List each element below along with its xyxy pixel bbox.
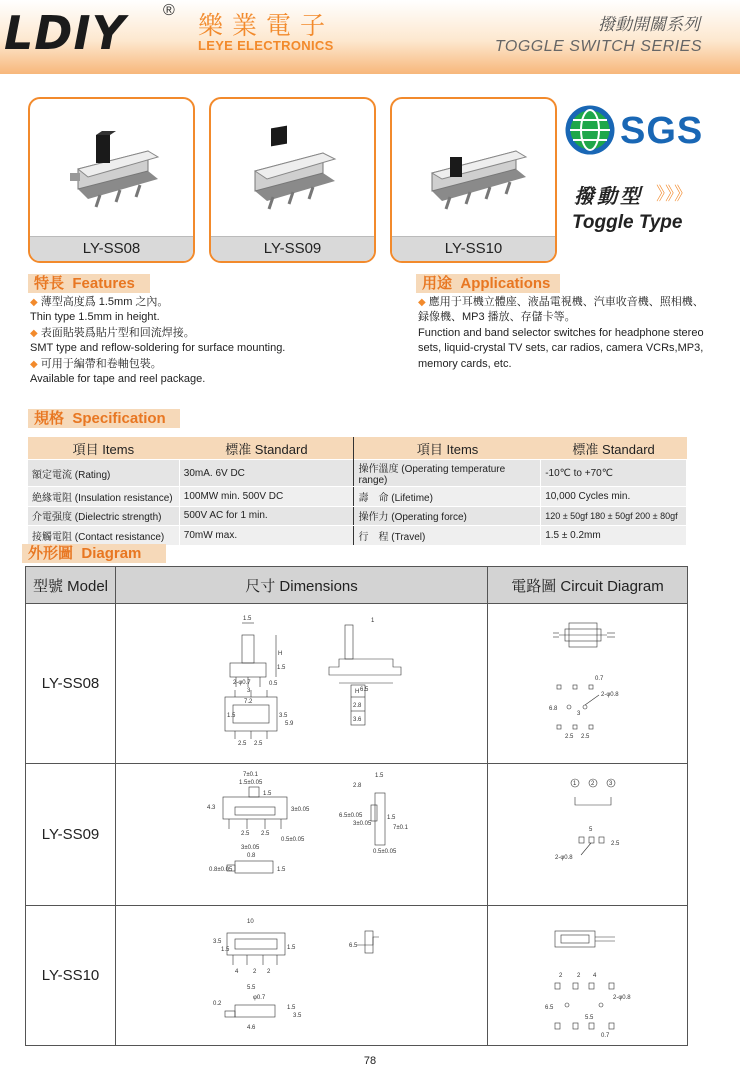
spec-cell: 1.5 ± 0.2mm: [541, 526, 687, 546]
spec-cell: 絶緣電阻 (Insulation resistance): [28, 487, 180, 507]
applications-cn-line: 應用于耳機立體座、液晶電視機、汽車收音機、照相機、: [428, 296, 704, 308]
company-logo: LDIY: [4, 6, 126, 60]
dim-label: φ0.7: [253, 995, 266, 1001]
dim-label: 1.5±0.05: [239, 780, 263, 786]
dim-label: 5.9: [285, 721, 294, 727]
dim-label: 1.5: [277, 867, 286, 873]
dim-label: 3±0.05: [241, 845, 260, 851]
applications-title-en: Applications: [460, 275, 551, 292]
circuit-label: 2.5: [581, 734, 590, 740]
dim-label: 6.5: [360, 687, 369, 693]
spec-cell: 70mW max.: [179, 526, 354, 546]
diamond-bullet-icon: ◆: [418, 297, 426, 308]
diagram-table: [25, 566, 688, 1046]
feature-item-en: Thin type 1.5mm in height.: [30, 311, 160, 324]
series-title-cn: 撥動開關系列: [598, 15, 700, 34]
diagram-row: [26, 764, 688, 906]
dim-label: 3: [247, 688, 251, 694]
diamond-bullet-icon: ◆: [30, 358, 38, 370]
dim-label: 3±0.05: [353, 821, 372, 827]
applications-title-cn: 用途: [422, 275, 453, 292]
dim-label: 7±0.1: [393, 825, 408, 831]
dim-label: 3±0.05: [291, 807, 310, 813]
specification-title-cn: 規格: [34, 410, 65, 427]
dim-label: 2.8: [353, 783, 362, 789]
circuit-label: 2: [591, 781, 595, 787]
spec-cell: 500V AC for 1 min.: [179, 506, 354, 526]
feature-item: ◆ 薄型高度爲 1.5mm 之內。: [30, 296, 169, 308]
applications-heading: [416, 274, 560, 293]
dimension-drawing-ss10: [117, 907, 486, 1039]
dim-label: 2: [267, 969, 271, 975]
diagram-header: 型號 Model: [26, 567, 116, 604]
circuit-label: 4: [593, 973, 597, 979]
specification-title-en: Specification: [72, 410, 166, 427]
spec-row: [28, 460, 687, 487]
circuit-label: 3: [577, 711, 581, 717]
dim-label: 0.5: [269, 681, 278, 687]
dim-label: 0.5±0.05: [373, 849, 397, 855]
circuit-diagram-ss10: [489, 907, 686, 1039]
dimension-drawing-cell: [116, 906, 488, 1046]
features-title-cn: 特長: [34, 275, 65, 292]
circuit-label: 1: [573, 781, 577, 787]
spec-header: 標准 Standard: [179, 437, 354, 460]
dim-label: 3.5: [279, 713, 288, 719]
dim-label: 1.5: [227, 713, 236, 719]
spec-cell: 行 程 (Travel): [354, 526, 541, 546]
circuit-diagram-cell: [488, 906, 688, 1046]
spec-row: [28, 506, 687, 526]
product-card-ss09: [209, 97, 376, 263]
dimension-drawing-ss08: [117, 605, 486, 757]
spec-cell: 10,000 Cycles min.: [541, 487, 687, 507]
circuit-diagram-ss08: [489, 605, 686, 757]
dim-label: 2.8: [353, 703, 362, 709]
circuit-label: 0.7: [595, 676, 604, 682]
circuit-label: 2: [577, 973, 581, 979]
spec-cell: 30mA. 6V DC: [179, 460, 354, 487]
circuit-diagram-ss09: [489, 765, 686, 899]
circuit-label: 2-φ0.8: [555, 855, 573, 861]
spec-cell: 操作溫度 (Operating temperature range): [354, 460, 541, 487]
diagram-heading: [22, 544, 166, 563]
spec-cell: -10℃ to +70℃: [541, 460, 687, 487]
dim-label: 1.5: [221, 947, 230, 953]
dimension-drawing-ss09: [117, 765, 486, 899]
features-heading: [28, 274, 150, 293]
applications-cn-line: 録像機、MP3 播放、存儲卡等。: [418, 311, 576, 324]
toggle-type-en: Toggle Type: [572, 212, 683, 233]
product-card-ss10: [390, 97, 557, 263]
dim-label: 4.3: [207, 805, 216, 811]
brand-name-en: LEYE ELECTRONICS: [198, 38, 334, 53]
diagram-header: 尺寸 Dimensions: [116, 567, 488, 604]
specification-table: [27, 437, 687, 546]
diagram-title-en: Diagram: [81, 545, 142, 562]
circuit-label: 5: [589, 827, 593, 833]
dim-label: 1.5: [263, 791, 272, 797]
brand-name-cn: 樂業電子: [198, 11, 335, 40]
circuit-label: 2: [559, 973, 563, 979]
spec-row: [28, 487, 687, 507]
diagram-model: LY-SS10: [26, 906, 116, 1046]
dim-label: 7.2: [244, 699, 253, 705]
dim-label: H: [355, 689, 360, 695]
spec-cell: 120 ± 50gf 180 ± 50gf 200 ± 80gf: [541, 506, 687, 526]
dim-label: 5.5: [247, 985, 256, 991]
dim-label: 2.5: [261, 831, 270, 837]
dim-label: 0.2: [213, 1001, 222, 1007]
circuit-label: 2-φ0.8: [613, 995, 631, 1001]
product-photo-ss10: [392, 99, 555, 237]
product-label: LY-SS09: [211, 236, 374, 261]
spec-cell: 接觸電阻 (Contact resistance): [28, 526, 180, 546]
dim-label: 4: [235, 969, 239, 975]
diagram-row: [26, 604, 688, 764]
dimension-drawing-cell: [116, 604, 488, 764]
dim-label: 0.8±0.05: [209, 867, 233, 873]
dim-label: 1.5: [287, 1005, 296, 1011]
dim-label: 3.6: [353, 717, 362, 723]
circuit-label: 2-φ0.8: [601, 692, 619, 698]
circuit-label: 5.5: [585, 1015, 594, 1021]
dim-label: 7±0.1: [243, 772, 258, 778]
dimension-drawing-cell: [116, 764, 488, 906]
circuit-label: 2.5: [565, 734, 574, 740]
circuit-label: 6.5: [545, 1005, 554, 1011]
dim-label: 1.5: [375, 773, 384, 779]
feature-item: ◆ 表面貼裝爲貼片型和回流焊接。: [30, 326, 195, 339]
spec-header: 項目 Items: [28, 437, 180, 460]
dim-label: 2.5: [238, 741, 247, 747]
circuit-label: 6.8: [549, 706, 558, 712]
sgs-logo-text: SGS: [620, 110, 704, 152]
sgs-globe-icon: [564, 104, 616, 156]
dim-label: 1.5: [277, 665, 286, 671]
dim-label: 0.5±0.05: [281, 837, 305, 843]
product-label: LY-SS08: [30, 236, 193, 261]
dim-label: H: [278, 651, 283, 657]
applications-en-line: Function and band selector switches for headphone stereo: [418, 326, 704, 339]
features-title-en: Features: [72, 275, 135, 292]
diamond-bullet-icon: ◆: [30, 297, 38, 308]
diagram-model: LY-SS08: [26, 604, 116, 764]
applications-en-line: memory cards, etc.: [418, 357, 512, 370]
feature-item: ◆ 可用于編帶和卷軸包裝。: [30, 357, 162, 370]
specification-heading: [28, 409, 180, 428]
dim-label: 3.5: [213, 939, 222, 945]
circuit-diagram-cell: [488, 604, 688, 764]
diagram-row: [26, 906, 688, 1046]
spec-cell: 操作力 (Operating force): [354, 506, 541, 526]
spec-cell: 100MW min. 500V DC: [179, 487, 354, 507]
dim-label: 6.5±0.05: [339, 813, 363, 819]
diagram-model: LY-SS09: [26, 764, 116, 906]
spec-header-row: [28, 437, 687, 460]
product-card-ss08: [28, 97, 195, 263]
spec-cell: 壽 命 (Lifetime): [354, 487, 541, 507]
dim-label: 2.5: [254, 741, 263, 747]
applications-en-line: sets, liquid-crystal TV sets, car radios, camera VCRs,MP3,: [418, 342, 704, 355]
spec-cell: 介電强度 (Dielectric strength): [28, 506, 180, 526]
applications-text: [418, 295, 704, 372]
dim-label: 6.5: [349, 943, 358, 949]
circuit-diagram-cell: [488, 764, 688, 906]
diagram-header: 電路圖 Circuit Diagram: [488, 567, 688, 604]
spec-row: [28, 526, 687, 546]
product-photo-ss08: [30, 99, 193, 237]
product-label: LY-SS10: [392, 236, 555, 261]
dim-label: 3.5: [293, 1013, 302, 1019]
diamond-bullet-icon: ◆: [30, 327, 38, 339]
dim-label: 1.5: [387, 815, 396, 821]
series-title-en: TOGGLE SWITCH SERIES: [494, 38, 702, 55]
circuit-label: 3: [609, 781, 613, 787]
page-number: 78: [363, 1055, 377, 1067]
toggle-type-cn: 撥動型: [574, 186, 643, 208]
dim-label: 10: [247, 919, 254, 925]
feature-item-en: Available for tape and reel package.: [30, 373, 206, 386]
spec-cell: 額定電流 (Rating): [28, 460, 180, 487]
circuit-label: 0.7: [601, 1033, 610, 1039]
diagram-title-cn: 外形圖: [28, 545, 74, 562]
dim-label: 1.5: [243, 616, 252, 622]
dim-label: 4.6: [247, 1025, 256, 1031]
chevrons-icon: 》》》: [656, 184, 692, 204]
dim-label: 1.5: [287, 945, 296, 951]
dim-label: 0.8: [247, 853, 256, 859]
dim-label: 2-φ0.7: [233, 680, 251, 686]
diagram-header-row: [26, 567, 688, 604]
spec-header: 項目 Items: [354, 437, 541, 460]
dim-label: 2.5: [241, 831, 250, 837]
feature-item-en: SMT type and reflow-soldering for surface mounting.: [30, 342, 286, 355]
features-list: [30, 295, 285, 387]
spec-header: 標准 Standard: [541, 437, 687, 460]
page-header: [0, 0, 740, 74]
registered-mark: ®: [163, 2, 175, 19]
circuit-label: 2.5: [611, 841, 620, 847]
dim-label: 1: [371, 618, 375, 624]
dim-label: 2: [253, 969, 257, 975]
product-photo-ss09: [211, 99, 374, 237]
